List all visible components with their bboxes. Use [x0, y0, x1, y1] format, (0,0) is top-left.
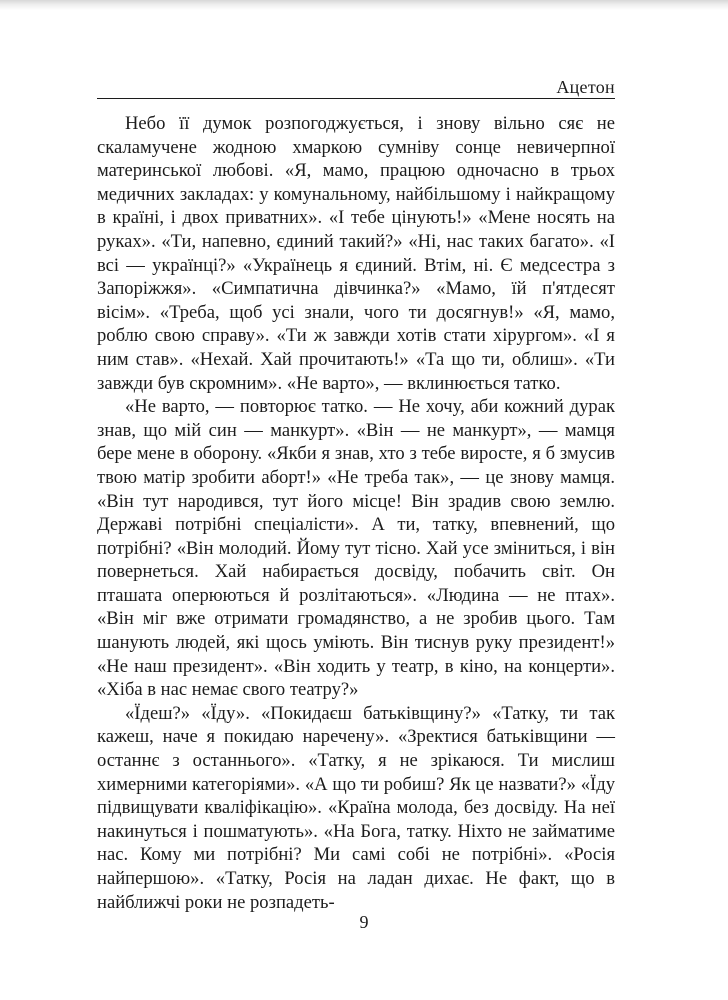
running-header	[97, 74, 615, 99]
scan-edge-shadow	[0, 0, 728, 10]
page-number: 9	[359, 912, 369, 932]
body-text	[97, 112, 615, 914]
running-title: Ацетон	[556, 77, 615, 97]
paragraph: «Їдеш?» «Їду». «Покидаєш батьківщину?» «Татку, ти так кажеш, наче я покидаю наречену». «Зректися батьківщини — останнє з останнього». «Татку, я не зрікаюся. Ти мислиш химерними категоріями». «А що ти робиш? Як це назвати?» «Їду підвищувати кваліфікацію». «Країна молода, без досвіду. На неї накинуться і пошматують». «На Бога, татку. Ніхто не займатиме нас. Кому ми потрібні? Ми самі собі не потрібні». «Росія найпершою». «Татку, Росія на ладан дихає. Не факт, що в найближчі роки не розпадеть-	[97, 702, 615, 913]
paragraph: Небо її думок розпогоджується, і знову вільно сяє не скаламучене жодною хмаркою сумніву сонце невичерпної материнської любові. «Я, мамо, працюю одночасно в трьох медичних закладах: у комунальному, найбільшому і найкращому в країні, і двох приватних». «І тебе цінують!» «Мене носять на руках». «Ти, напевно, єдиний такий?» «Ні, нас таких багато». «І всі — українці?» «Українець я єдиний. Втім, ні. Є медсестра з Запоріжжя». «Симпатична дівчинка?» «Мамо, їй п'ятдесят вісім». «Треба, щоб усі знали, чого ти досягнув!» «Я, мамо, роблю свою справу». «Ти ж завжди хотів стати хірургом». «І я ним став». «Нехай. Хай прочитають!» «Та що ти, облиш». «Ти завжди був скромним». «Не варто», — вклинюється татко.	[97, 113, 615, 394]
paragraph: «Не варто, — повторює татко. — Не хочу, аби кожний дурак знав, що мій син — манкурт». «Він — не манкурт», — мамця бере мене в оборону. «Якби я знав, хто з тебе виросте, я б змусив твою матір зробити аборт!» «Не треба так», — це знову мамця. «Він тут народився, тут його місце! Він зрадив свою землю. Державі потрібні спеціалісти». А ти, татку, впевнений, що потрібні? «Він молодий. Йому тут тісно. Хай усе зміниться, і він повернеться. Хай набирається досвіду, побачить світ. Он пташата оперюються й розлітаються». «Людина — не птах». «Він міг вже отримати громадянство, а не зробив цього. Там шанують людей, які щось уміють. Він тиснув руку президент!» «Не наш президент». «Він ходить у театр, в кіно, на концерти». «Хіба в нас немає свого театру?»	[97, 396, 615, 701]
